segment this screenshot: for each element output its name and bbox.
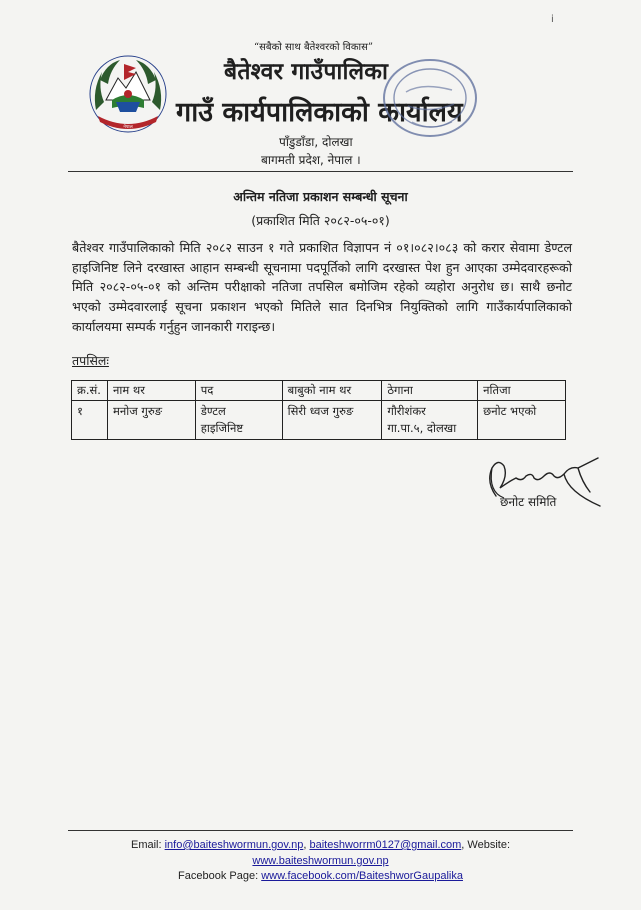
footer-divider [68, 830, 573, 831]
email-link-gmail[interactable]: baiteshworrm0127@gmail.com [309, 839, 462, 851]
office-stamp-icon [362, 52, 492, 148]
column-header-father: बाबुको नाम थर [282, 381, 382, 401]
column-header-post: पद [195, 381, 282, 401]
email-link-info[interactable]: info@baiteshwormun.gov.np [164, 839, 304, 851]
website-label: Website: [467, 839, 511, 851]
cell-post-line-1: डेण्टल [200, 404, 226, 418]
cell-address-line-2: गा.पा.५, दोलखा [387, 421, 457, 435]
column-header-sn: क्र.सं. [72, 381, 108, 401]
cell-father: सिरी ध्वज गुरुङ [282, 401, 382, 440]
svg-text:नेपाल: नेपाल [123, 125, 133, 130]
notice-body: बैतेश्वर गाउँपालिकाको मिति २०८२ साउन १ गते प्रकाशित विज्ञापन नं ०१।०८२।०८३ को करार सेवामा डेण्टल हाइजिनिष्ट लिने दरखास्त आहान सम्बन्धी सूचनामा पदपूर्तिको लागि दरखास्त पेश हुन आएका उम्मेदवारहरूको मिति २०८२-०५-०१ को अन्तिम परीक्षाको नतिजा तपसिल बमोजिम रहेको व्यहोरा अनुरोध छ। साथै छनोट भएको उम्मेदवारलाई सूचना प्रकाशन भएको मितिले सात दिनभित्र नियुक्तिको लागि गाउँकार्यपालिकाको कार्यालयमा सम्पर्क गर्नुहुन जानकारी गराइन्छ। [72, 240, 572, 334]
government-emblem-icon [86, 50, 171, 135]
slogan: “सबैको साथ बैतेश्वरको विकास” [254, 42, 374, 53]
corner-mark: i [551, 14, 554, 25]
website-link[interactable]: www.baiteshwormun.gov.np [252, 854, 389, 867]
notice-published-date: (प्रकाशित मिति २०८२-०५-०१) [251, 213, 390, 228]
header-divider [68, 171, 573, 172]
facebook-link[interactable]: www.facebook.com/BaiteshworGaupalika [261, 870, 463, 882]
footer-line-2 [0, 854, 641, 870]
address-line-2: बागमती प्रदेश, नेपाल । [261, 153, 361, 167]
email-label: Email: [130, 839, 162, 851]
column-header-result: नतिजा [478, 381, 566, 401]
column-header-address: ठेगाना [382, 381, 478, 401]
cell-name: मनोज गुरुङ [107, 401, 195, 440]
cell-address [382, 401, 478, 440]
office-name: गाउँ कार्यपालिकाको कार्यालय [176, 97, 463, 128]
cell-address-line-1: गौरीशंकर [387, 404, 426, 418]
footer [0, 838, 641, 885]
cell-post-line-2: हाइजिनिष्ट [200, 421, 244, 435]
table-header-row [72, 381, 566, 401]
cell-sn: १ [72, 401, 108, 440]
cell-result: छनोट भएको [478, 401, 566, 440]
footer-line-3 [0, 869, 641, 885]
results-table [71, 380, 566, 440]
facebook-label: Facebook Page: [178, 870, 259, 882]
notice-title: अन्तिम नतिजा प्रकाशन सम्बन्धी सूचना [233, 189, 408, 204]
tapsil-label: तपसिलः [72, 353, 109, 368]
table-row [72, 401, 566, 440]
committee-label: छनोट समिति [500, 495, 557, 509]
cell-post [195, 401, 282, 440]
footer-line-1: Email: info@baiteshwormun.gov.np, baiteshworrm0127@gmail.com, Website: [130, 839, 511, 851]
municipality-name: बैतेश्वर गाउँपालिका [224, 59, 389, 85]
address-line-1: पाँडुडाँडा, दोलखा [279, 135, 353, 149]
column-header-name: नाम थर [107, 381, 195, 401]
